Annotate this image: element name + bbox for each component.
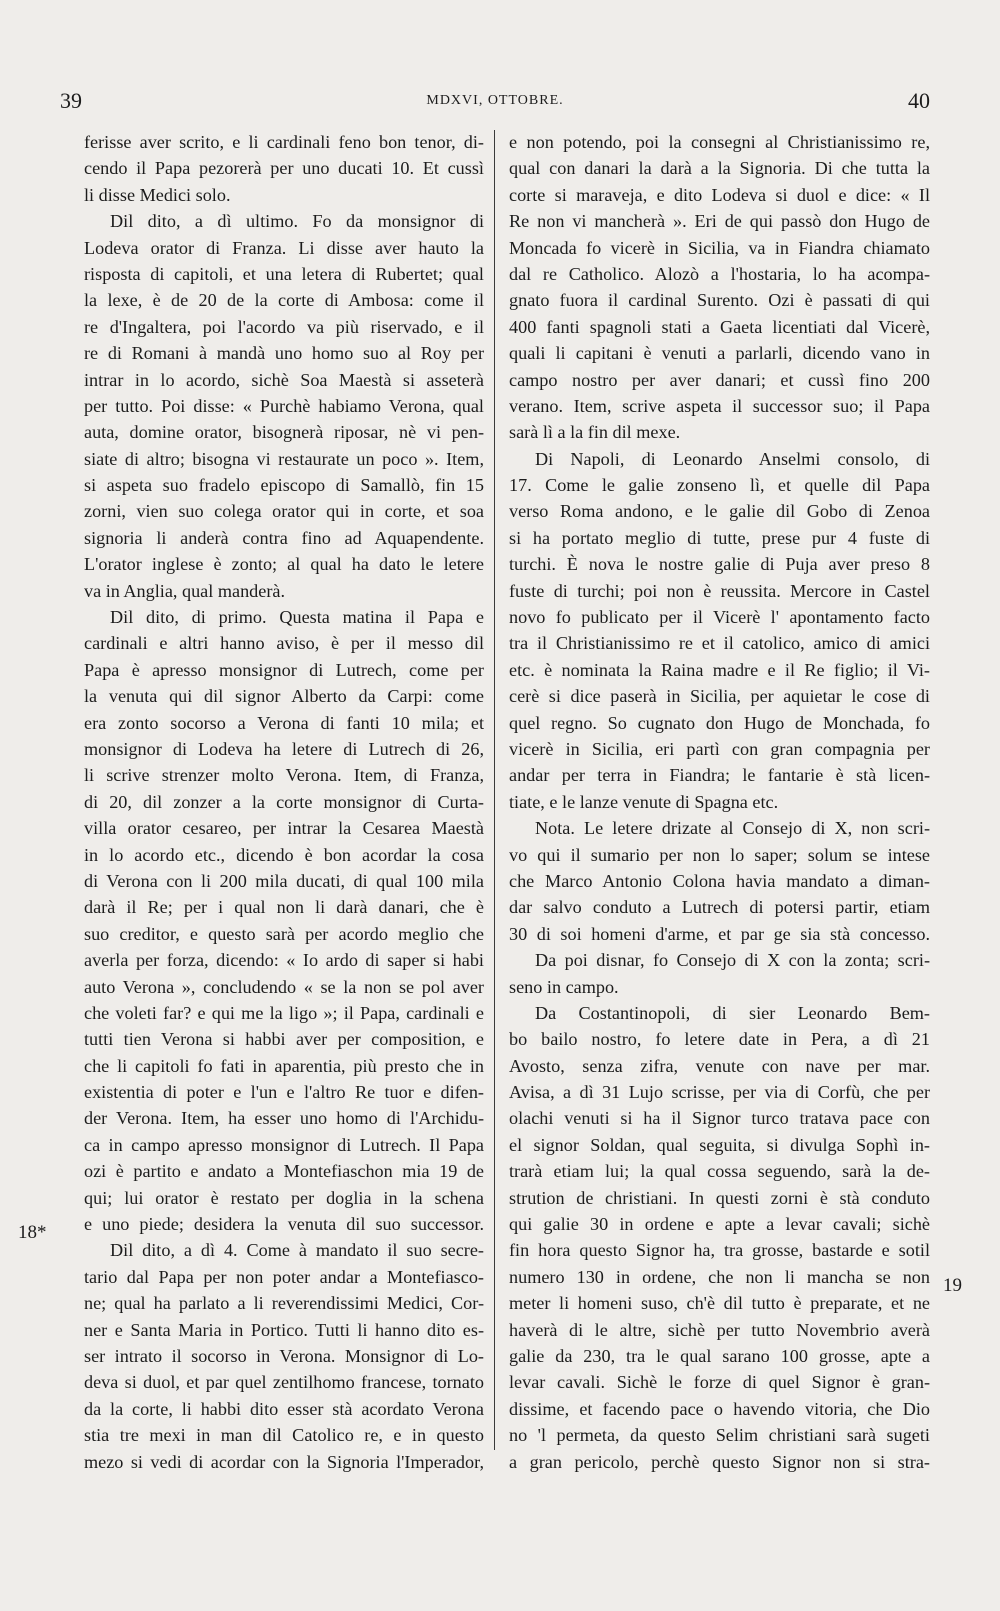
left-column-line: li disse Medici solo.	[84, 184, 231, 205]
right-column-line: quel regno. So cugnato don Hugo de Monchada, fo	[509, 712, 930, 733]
right-column-line: dal re Catholico. Alozò a l'hostaria, lo ha acompa-	[509, 263, 930, 284]
right-column-line: tiate, e le lanze venute di Spagna etc.	[509, 791, 779, 812]
left-column-line: signoria li anderà contra fino ad Aquapendente.	[84, 527, 484, 548]
page-number-left: 39	[60, 88, 82, 113]
left-column-line: villa orator cesareo, per intrar la Cesarea Maestà	[84, 818, 484, 839]
right-column-line: novo fo publicato per il Vicerè l' apontamento facto	[509, 607, 930, 628]
right-column-line: si ha portato meglio di tutte, prese pur 4 fuste di	[509, 527, 930, 548]
right-column-line: etc. è nominata la Raina madre e il Re figlio; il Vi-	[509, 659, 930, 680]
left-column-line: ser intrato il socorso in Verona. Monsignor di Lo-	[84, 1345, 484, 1366]
right-column-line: dissime, et facendo pace o havendo vitoria, che Dio	[509, 1398, 930, 1419]
left-column-line: da la corte, li habbi dito esser stà acordato Verona	[84, 1398, 484, 1419]
left-column-line: Dil dito, a dì ultimo. Fo da monsignor di	[110, 211, 484, 232]
left-column-line: in lo acordo etc., dicendo è bon acordar la cosa	[84, 844, 484, 865]
right-column	[509, 129, 930, 1475]
left-column-line: zorni, vien suo colega orator qui in corte, et soa	[84, 501, 484, 522]
left-column-line: intrar in lo acordo, sichè Soa Maestà si asseterà	[84, 369, 484, 390]
left-column-line: li scrive strenzer molto Verona. Item, di Franza,	[84, 765, 484, 786]
left-column-line: di Verona con li 200 mila ducati, di qual 100 mila	[84, 870, 484, 891]
left-column-line: mezo si vedi di acordar con la Signoria l'Imperador,	[84, 1451, 484, 1472]
left-column-line: ozi è partito e andato a Montefiaschon mia 19 de	[84, 1161, 484, 1182]
right-column-line: numero 130 in ordene, che non li mancha se non	[509, 1266, 930, 1287]
right-column-line: el signor Soldan, qual seguita, si divulga Sophì in-	[509, 1134, 930, 1155]
left-column-line: va in Anglia, qual manderà.	[84, 580, 286, 601]
left-column	[84, 129, 484, 1475]
right-column-line: a gran pericolo, perchè questo Signor non si stra-	[509, 1451, 930, 1472]
left-column-line: tutti tien Verona si habbi aver per composition, e	[84, 1029, 484, 1050]
left-column-line: suo creditor, e questo sarà per acordo meglio che	[84, 923, 484, 944]
right-column-line: trarà etiam lui; la qual cossa seguendo, sarà la de-	[509, 1161, 930, 1182]
right-column-line: 400 fanti spagnoli stati a Gaeta licentiati dal Vicerè,	[509, 316, 930, 337]
left-column-line: ferisse aver scrito, e li cardinali feno bon tenor, di-	[84, 132, 484, 152]
left-column-line: che li capitoli fo fati in aparentia, più presto che in	[84, 1055, 484, 1076]
left-column-line: era zonto socorso a Verona di fanti 10 mila; et	[84, 712, 484, 733]
left-column-line: L'orator inglese è zonto; al qual ha dato le letere	[84, 554, 484, 575]
right-column-line: 30 di soi homeni d'arme, et par ge sia stà concesso.	[509, 923, 930, 944]
right-column-line: cerè si dice paserà in Sicilia, per aquietar le cose di	[509, 686, 930, 707]
right-column-line: strution de christiani. In questi zorni è stà conduto	[509, 1187, 930, 1208]
right-column-line: fuste di turchi; poi non è reussita. Mercore in Castel	[509, 580, 930, 601]
left-column-line: deva si duol, et par quel zentilhomo francese, tornato	[84, 1372, 484, 1393]
left-column-line: risposta di capitoli, et una letera di Rubertet; qual	[84, 263, 484, 284]
left-column-line: qui; lui orator è restato per doglia in la schena	[84, 1187, 484, 1208]
left-column-line: per tutto. Poi disse: « Purchè habiamo Verona, qual	[84, 395, 484, 416]
left-column-line: la lexe, è de 20 de la corte di Ambosa: come il	[84, 290, 484, 311]
right-column-line: Da Costantinopoli, di sier Leonardo Bem-	[535, 1002, 930, 1023]
left-column-line: Dil dito, a dì 4. Come à mandato il suo secre-	[110, 1240, 484, 1261]
left-column-line: tario dal Papa per non poter andar a Montefiasco-	[84, 1266, 484, 1287]
right-column-line: olachi venuti si ha il Signor turco tratava pace con	[509, 1108, 930, 1129]
right-column-line: gnato fuora il cardinal Surento. Ozi è passati di qui	[509, 290, 930, 311]
right-column-line: seno in campo.	[509, 976, 619, 997]
left-column-line: monsignor di Lodeva ha letere di Lutrech di 26,	[84, 738, 484, 759]
left-column-line: ca in campo apresso monsignor di Lutrech. Il Papa	[84, 1134, 484, 1155]
page-number-right: 40	[908, 88, 930, 113]
left-column-line: cardinali e altri hanno aviso, è per il messo dil	[84, 633, 484, 654]
left-column-line: re d'Ingaltera, poi l'acordo va più riservado, e il	[84, 316, 484, 337]
right-column-line: Re non vi mancherà ». Eri de qui passò don Hugo de	[509, 211, 930, 232]
right-column-line: corte si maraveja, e dito Lodeva si duol e dice: « Il	[509, 184, 930, 205]
right-column-line: 17. Come le galie zonseno lì, et quelle dil Papa	[509, 475, 930, 496]
left-column-line: Lodeva orator di Franza. Li disse aver hauto la	[84, 237, 484, 258]
left-column-line: existentia di poter e l'un e l'altro Re tuor e difen-	[84, 1082, 484, 1103]
left-column-line: siate di altro; bisogna vi restaurate un poco ». Item,	[84, 448, 484, 469]
left-column-line: che voleti far? e qui me la ligo »; il Papa, cardinali e	[84, 1002, 484, 1023]
right-column-line: haverà di le altre, sichè per tutto Novembrio averà	[509, 1319, 930, 1340]
right-column-line: levar cavali. Sichè le forze di quel Signor è gran-	[509, 1372, 930, 1393]
right-column-line: qui galie 30 in ordene e apte a levar cavali; sichè	[509, 1214, 930, 1235]
right-column-line: turchi. È nova le nostre galie di Puja aver preso 8	[509, 554, 930, 575]
right-column-line: fin hora questo Signor ha, tra grosse, bastarde e sotil	[509, 1240, 930, 1261]
left-column-line: auto Verona », concludendo « se la non se pol aver	[84, 976, 484, 997]
right-column-line: Da poi disnar, fo Consejo di X con la zonta; scri-	[535, 950, 930, 971]
right-column-line: verano. Item, scrive aspeta il successor suo; il Papa	[509, 395, 930, 416]
left-column-line: Dil dito, di primo. Questa matina il Papa e	[110, 607, 484, 628]
right-column-line: Avosto, senza zifra, venute con nave per mar.	[509, 1055, 930, 1076]
right-column-line: no 'l permeta, da questo Selim christiani sarà sugeti	[509, 1425, 930, 1446]
right-column-line: sarà lì a la fin dil mexe.	[509, 422, 681, 443]
right-column-line: che Marco Antonio Colona havia mandato a diman-	[509, 870, 930, 891]
left-column-line: di 20, dil zonzer a la corte monsignor di Curta-	[84, 791, 484, 812]
left-column-line: cendo il Papa pezorerà per uno ducati 10. Et cussì	[84, 158, 484, 179]
left-column-line: darà il Re; per i qual non li darà danari, che è	[84, 897, 484, 918]
left-column-line: si aspeta suo fradelo episcopo di Samallò, fin 15	[84, 475, 484, 496]
left-column-line: auta, domine orator, bisognerà riposar, nè vi pen-	[84, 422, 484, 443]
page-header	[60, 88, 930, 118]
left-column-line: Papa è apresso monsignor di Lutrech, come per	[84, 659, 484, 680]
right-column-line: andar per terra in Fiandra; le fantarie è stà licen-	[509, 765, 930, 786]
right-column-line: Nota. Le letere drizate al Consejo di X, non scri-	[535, 818, 930, 839]
column-divider	[494, 130, 495, 1450]
right-column-line: dar salvo conduto a Lutrech di potersi partir, etiam	[509, 897, 930, 918]
left-column-line: la venuta qui dil signor Alberto da Carpi: come	[84, 686, 484, 707]
left-column-line: ne; qual ha parlato a li reverendissimi Medici, Cor-	[84, 1293, 484, 1314]
left-column-line: ner e Santa Maria in Portico. Tutti li hanno dito es-	[84, 1319, 484, 1340]
right-column-line: meter li homeni suso, ch'è dil tutto è preparate, et ne	[509, 1293, 930, 1314]
right-column-line: Di Napoli, di Leonardo Anselmi consolo, di	[535, 448, 930, 469]
margin-mark-left: 18*	[18, 1222, 47, 1243]
left-column-line: stia tre mexi in man dil Catolico re, e in questo	[84, 1425, 484, 1446]
left-column-line: e uno piede; desidera la venuta dil suo successor.	[84, 1214, 484, 1235]
right-column-line: verso Roma andono, e le galie dil Gobo di Zenoa	[509, 501, 930, 522]
right-column-line: Avisa, a dì 31 Lujo scrisse, per via di Corfù, che per	[509, 1082, 930, 1103]
right-column-line: bo bailo nostro, fo letere date in Pera, a dì 21	[509, 1029, 930, 1050]
right-column-line: qual con danari la darà a la Signoria. Di che tutta la	[509, 158, 930, 179]
right-column-line: quali li capitani è venuti a parlarli, dicendo vano in	[509, 343, 930, 364]
right-column-line: vicerè in Sicilia, eri partì con gran compagnia per	[509, 738, 930, 759]
right-column-line: campo nostro per aver danari; et cussì fino 200	[509, 369, 930, 390]
left-column-line: der Verona. Item, ha esser uno homo di l'Archidu-	[84, 1108, 484, 1129]
left-column-line: averla per forza, dicendo: « Io ardo di saper si habi	[84, 950, 484, 971]
right-column-line: vo qui il sumario per non lo saper; solum se intese	[509, 844, 930, 865]
right-column-line: Moncada fo vicerè in Sicilia, va in Fiandra chiamato	[509, 237, 930, 258]
right-column-line: e non potendo, poi la consegni al Christianissimo re,	[509, 132, 930, 152]
margin-mark-right: 19	[943, 1275, 962, 1296]
left-column-line: re di Romani à mandà uno homo suo al Roy per	[84, 343, 484, 364]
right-column-line: tra il Christianissimo re et il catolico, amico di amici	[509, 633, 930, 654]
right-column-line: galie da 230, tra le qual sarano 100 grosse, apte a	[509, 1345, 930, 1366]
running-head: MDXVI, OTTOBRE.	[426, 93, 564, 108]
